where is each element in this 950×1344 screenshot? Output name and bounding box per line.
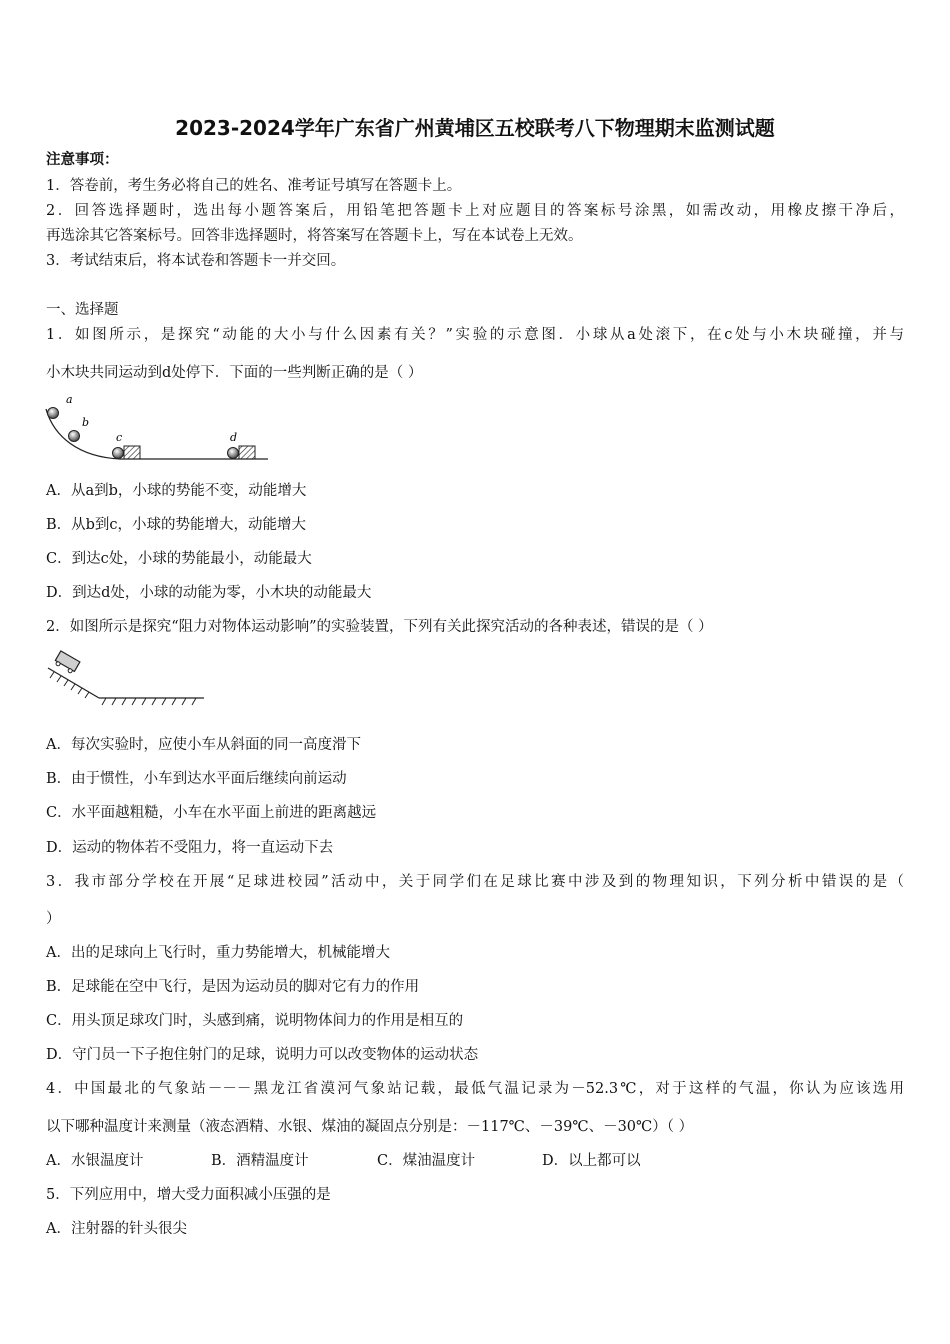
q2-figure xyxy=(44,650,209,710)
label-a: a xyxy=(66,395,73,406)
ball-a xyxy=(48,408,59,419)
notice-item: 2．回答选择题时，选出每小题答案后，用铅笔把答题卡上对应题目的答案标号涂黑，如需改动，用橡皮擦干净后， xyxy=(46,203,904,219)
q1-stem-line1: 1．如图所示，是探究“动能的大小与什么因素有关？”实验的示意图．小球从a处滚下，在c处与小木块碰撞，并与 xyxy=(46,327,904,343)
q2-option-d: D．运动的物体若不受阻力，将一直运动下去 xyxy=(46,840,334,856)
q4-option-d: D．以上都可以 xyxy=(542,1153,641,1169)
q1-figure xyxy=(44,395,274,467)
page-title: 2023-2024学年广东省广州黄埔区五校联考八下物理期末监测试题 xyxy=(175,116,775,140)
label-d: d xyxy=(230,431,238,444)
ball-c xyxy=(113,448,124,459)
q1-stem-line2: 小木块共同运动到d处停下．下面的一些判断正确的是（ ） xyxy=(46,365,423,381)
label-c: c xyxy=(116,431,123,444)
incline-surface xyxy=(48,668,99,698)
q2-option-a: A．每次实验时，应使小车从斜面的同一高度滑下 xyxy=(46,737,361,753)
floor-hatch xyxy=(102,698,196,705)
notice-item: 1．答卷前，考生务必将自己的姓名、准考证号填写在答题卡上。 xyxy=(46,178,462,194)
ball-b xyxy=(69,431,80,442)
q4-option-a: A．水银温度计 xyxy=(46,1153,144,1169)
block-d xyxy=(239,446,255,459)
label-b: b xyxy=(82,416,90,429)
cart xyxy=(54,651,80,675)
q3-option-b: B．足球能在空中飞行，是因为运动员的脚对它有力的作用 xyxy=(46,979,420,995)
q4-option-c: C．煤油温度计 xyxy=(377,1153,476,1169)
q4-option-b: B．酒精温度计 xyxy=(211,1153,309,1169)
q4-stem-line1: 4．中国最北的气象站－－－黑龙江省漠河气象站记载，最低气温记录为－52.3℃，对于这样的气温，你认为应该选用 xyxy=(46,1081,904,1097)
q3-option-d: D．守门员一下子抱住射门的足球，说明力可以改变物体的运动状态 xyxy=(46,1047,479,1063)
q3-stem-line1: 3．我市部分学校在开展“足球进校园”活动中，关于同学们在足球比赛中涉及到的物理知识，下列分析中错误的是（ xyxy=(46,874,904,890)
q5-stem: 5．下列应用中，增大受力面积减小压强的是 xyxy=(46,1187,331,1203)
q2-option-b: B．由于惯性，小车到达水平面后继续向前运动 xyxy=(46,771,347,787)
q4-stem-line2: 以下哪种温度计来测量（液态酒精、水银、煤油的凝固点分别是：－117℃、－39℃、－30℃）（ ） xyxy=(46,1119,694,1135)
incline-hatch xyxy=(50,672,89,698)
q3-option-c: C．用头顶足球攻门时，头感到痛，说明物体间力的作用是相互的 xyxy=(46,1013,464,1029)
ball-d xyxy=(228,448,239,459)
notice-item: 3．考试结束后，将本试卷和答题卡一并交回。 xyxy=(46,253,346,269)
q1-option-d: D．到达d处，小球的动能为零，小木块的动能最大 xyxy=(46,585,372,601)
q1-option-b: B．从b到c，小球的势能增大，动能增大 xyxy=(46,517,307,533)
block-c xyxy=(124,446,140,459)
notice-item: 再选涂其它答案标号。回答非选择题时，将答案写在答题卡上，写在本试卷上无效。 xyxy=(46,228,583,244)
section-heading: 一、选择题 xyxy=(46,302,119,318)
q1-option-c: C．到达c处，小球的势能最小，动能最大 xyxy=(46,551,312,567)
q3-stem-line2: ） xyxy=(46,911,61,927)
q2-option-c: C．水平面越粗糙，小车在水平面上前进的距离越远 xyxy=(46,805,377,821)
notice-heading: 注意事项： xyxy=(46,151,119,168)
q2-stem: 2．如图所示是探究“阻力对物体运动影响”的实验装置，下列有关此探究活动的各种表述，错误的是（ ） xyxy=(46,619,713,635)
q1-option-a: A．从a到b，小球的势能不变，动能增大 xyxy=(46,483,307,499)
q5-option-a: A．注射器的针头很尖 xyxy=(46,1221,187,1237)
q3-option-a: A．出的足球向上飞行时，重力势能增大，机械能增大 xyxy=(46,945,390,961)
